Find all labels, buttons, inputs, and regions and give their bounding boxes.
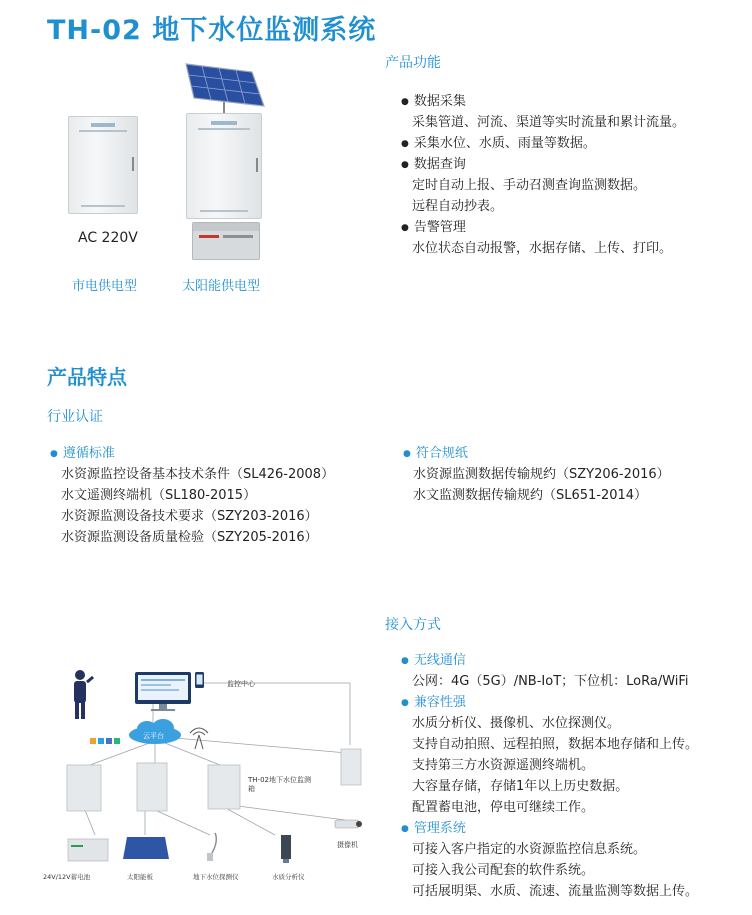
function-bullet-data-query: ● 数据查询 xyxy=(401,153,466,172)
standard-line: 水资源监测设备质量检验（SZY205-2016） xyxy=(61,530,318,545)
camera-label: 摄像机 xyxy=(337,841,358,849)
water-quality-label: 水质分析仪 xyxy=(272,873,305,881)
solar-panel-image xyxy=(180,62,266,114)
certification-heading: 行业认证 xyxy=(47,409,103,425)
function-bullet-collect-levels: ● 采集水位、水质、雨量等数据。 xyxy=(401,132,596,151)
function-bullet-data-collection: ● 数据采集 xyxy=(401,90,466,109)
standard-line: 水资源监测设备技术要求（SZY203-2016） xyxy=(61,509,318,524)
compatibility-bullet: ● 兼容性强 xyxy=(401,691,466,710)
access-line: 可括展明渠、水质、流速、流量监测等数据上传。 xyxy=(412,884,699,899)
solar-cabinet-image xyxy=(186,113,262,219)
function-line: 水位状态自动报警，水据存储、上传、打印。 xyxy=(412,241,673,256)
access-line: 配置蓄电池，停电可继续工作。 xyxy=(412,800,595,815)
compliance-line: 水文监测数据传输规约（SL651-2014） xyxy=(413,488,648,503)
camera-icon xyxy=(335,820,362,828)
battery-image xyxy=(192,222,260,260)
solar-panel-icon xyxy=(123,837,169,859)
function-line: 远程自动抄表。 xyxy=(412,199,504,214)
cabinet-icons xyxy=(67,749,361,811)
battery-label: 24V/12V蓄电池 xyxy=(43,873,91,881)
monitor-center-label: 监控中心 xyxy=(227,680,255,688)
solar-powered-caption: 太阳能供电型 xyxy=(182,279,261,294)
access-line: 可接入我公司配套的软件系统。 xyxy=(412,863,595,878)
compliance-bullet: ● 符合规纸 xyxy=(403,442,468,461)
wireless-bullet: ● 无线通信 xyxy=(401,649,466,668)
terminal-label-2: 箱 xyxy=(248,785,255,793)
access-line: 大容量存储，存储1年以上历史数据。 xyxy=(412,779,629,794)
features-heading: 产品特点 xyxy=(47,365,127,389)
function-line: 定时自动上报、手动召测查询监测数据。 xyxy=(412,178,647,193)
function-bullet-alarm: ● 告警管理 xyxy=(401,216,466,235)
cloud-label: 云平台 xyxy=(143,732,164,740)
access-line: 可接入客户指定的水资源监控信息系统。 xyxy=(412,842,647,857)
ac-voltage-label: AC 220V xyxy=(78,230,138,246)
access-line: 公网：4G（5G）/NB-IoT；下位机：LoRa/WiFi xyxy=(412,674,689,689)
level-probe-icon xyxy=(207,833,216,861)
management-bullet: ● 管理系统 xyxy=(401,817,466,836)
solar-panel-label: 太阳能板 xyxy=(127,873,153,881)
system-diagram xyxy=(35,655,380,895)
monitor-icon xyxy=(135,672,191,711)
person-icon xyxy=(74,670,94,719)
access-line: 支持自动拍照、远程拍照，数据本地存储和上传。 xyxy=(412,737,699,752)
functions-heading: 产品功能 xyxy=(385,55,441,71)
mains-powered-caption: 市电供电型 xyxy=(72,279,138,294)
battery-icon xyxy=(68,839,108,861)
standard-line: 水资源监控设备基本技术条件（SL426-2008） xyxy=(61,467,335,482)
mains-cabinet-image xyxy=(68,116,138,214)
phone-icon xyxy=(195,672,204,688)
standards-bullet: ● 遵循标准 xyxy=(50,442,115,461)
page-title: TH-02 地下水位监测系统 xyxy=(47,15,377,46)
compliance-line: 水资源监测数据传输规约（SZY206-2016） xyxy=(413,467,670,482)
function-line: 采集管道、河流、渠道等实时流量和累计流量。 xyxy=(412,115,686,130)
terminal-label: TH-02地下水位监测 xyxy=(248,776,311,784)
water-quality-icon xyxy=(281,835,291,863)
app-icons xyxy=(90,738,120,744)
access-line: 支持第三方水资源遥测终端机。 xyxy=(412,758,595,773)
access-heading: 接入方式 xyxy=(385,617,441,633)
standard-line: 水文遥测终端机（SL180-2015） xyxy=(61,488,257,503)
access-line: 水质分析仪、摄像机、水位探测仪。 xyxy=(412,716,621,731)
antenna-icon xyxy=(190,728,208,749)
level-probe-label: 地下水位探测仪 xyxy=(193,873,239,881)
